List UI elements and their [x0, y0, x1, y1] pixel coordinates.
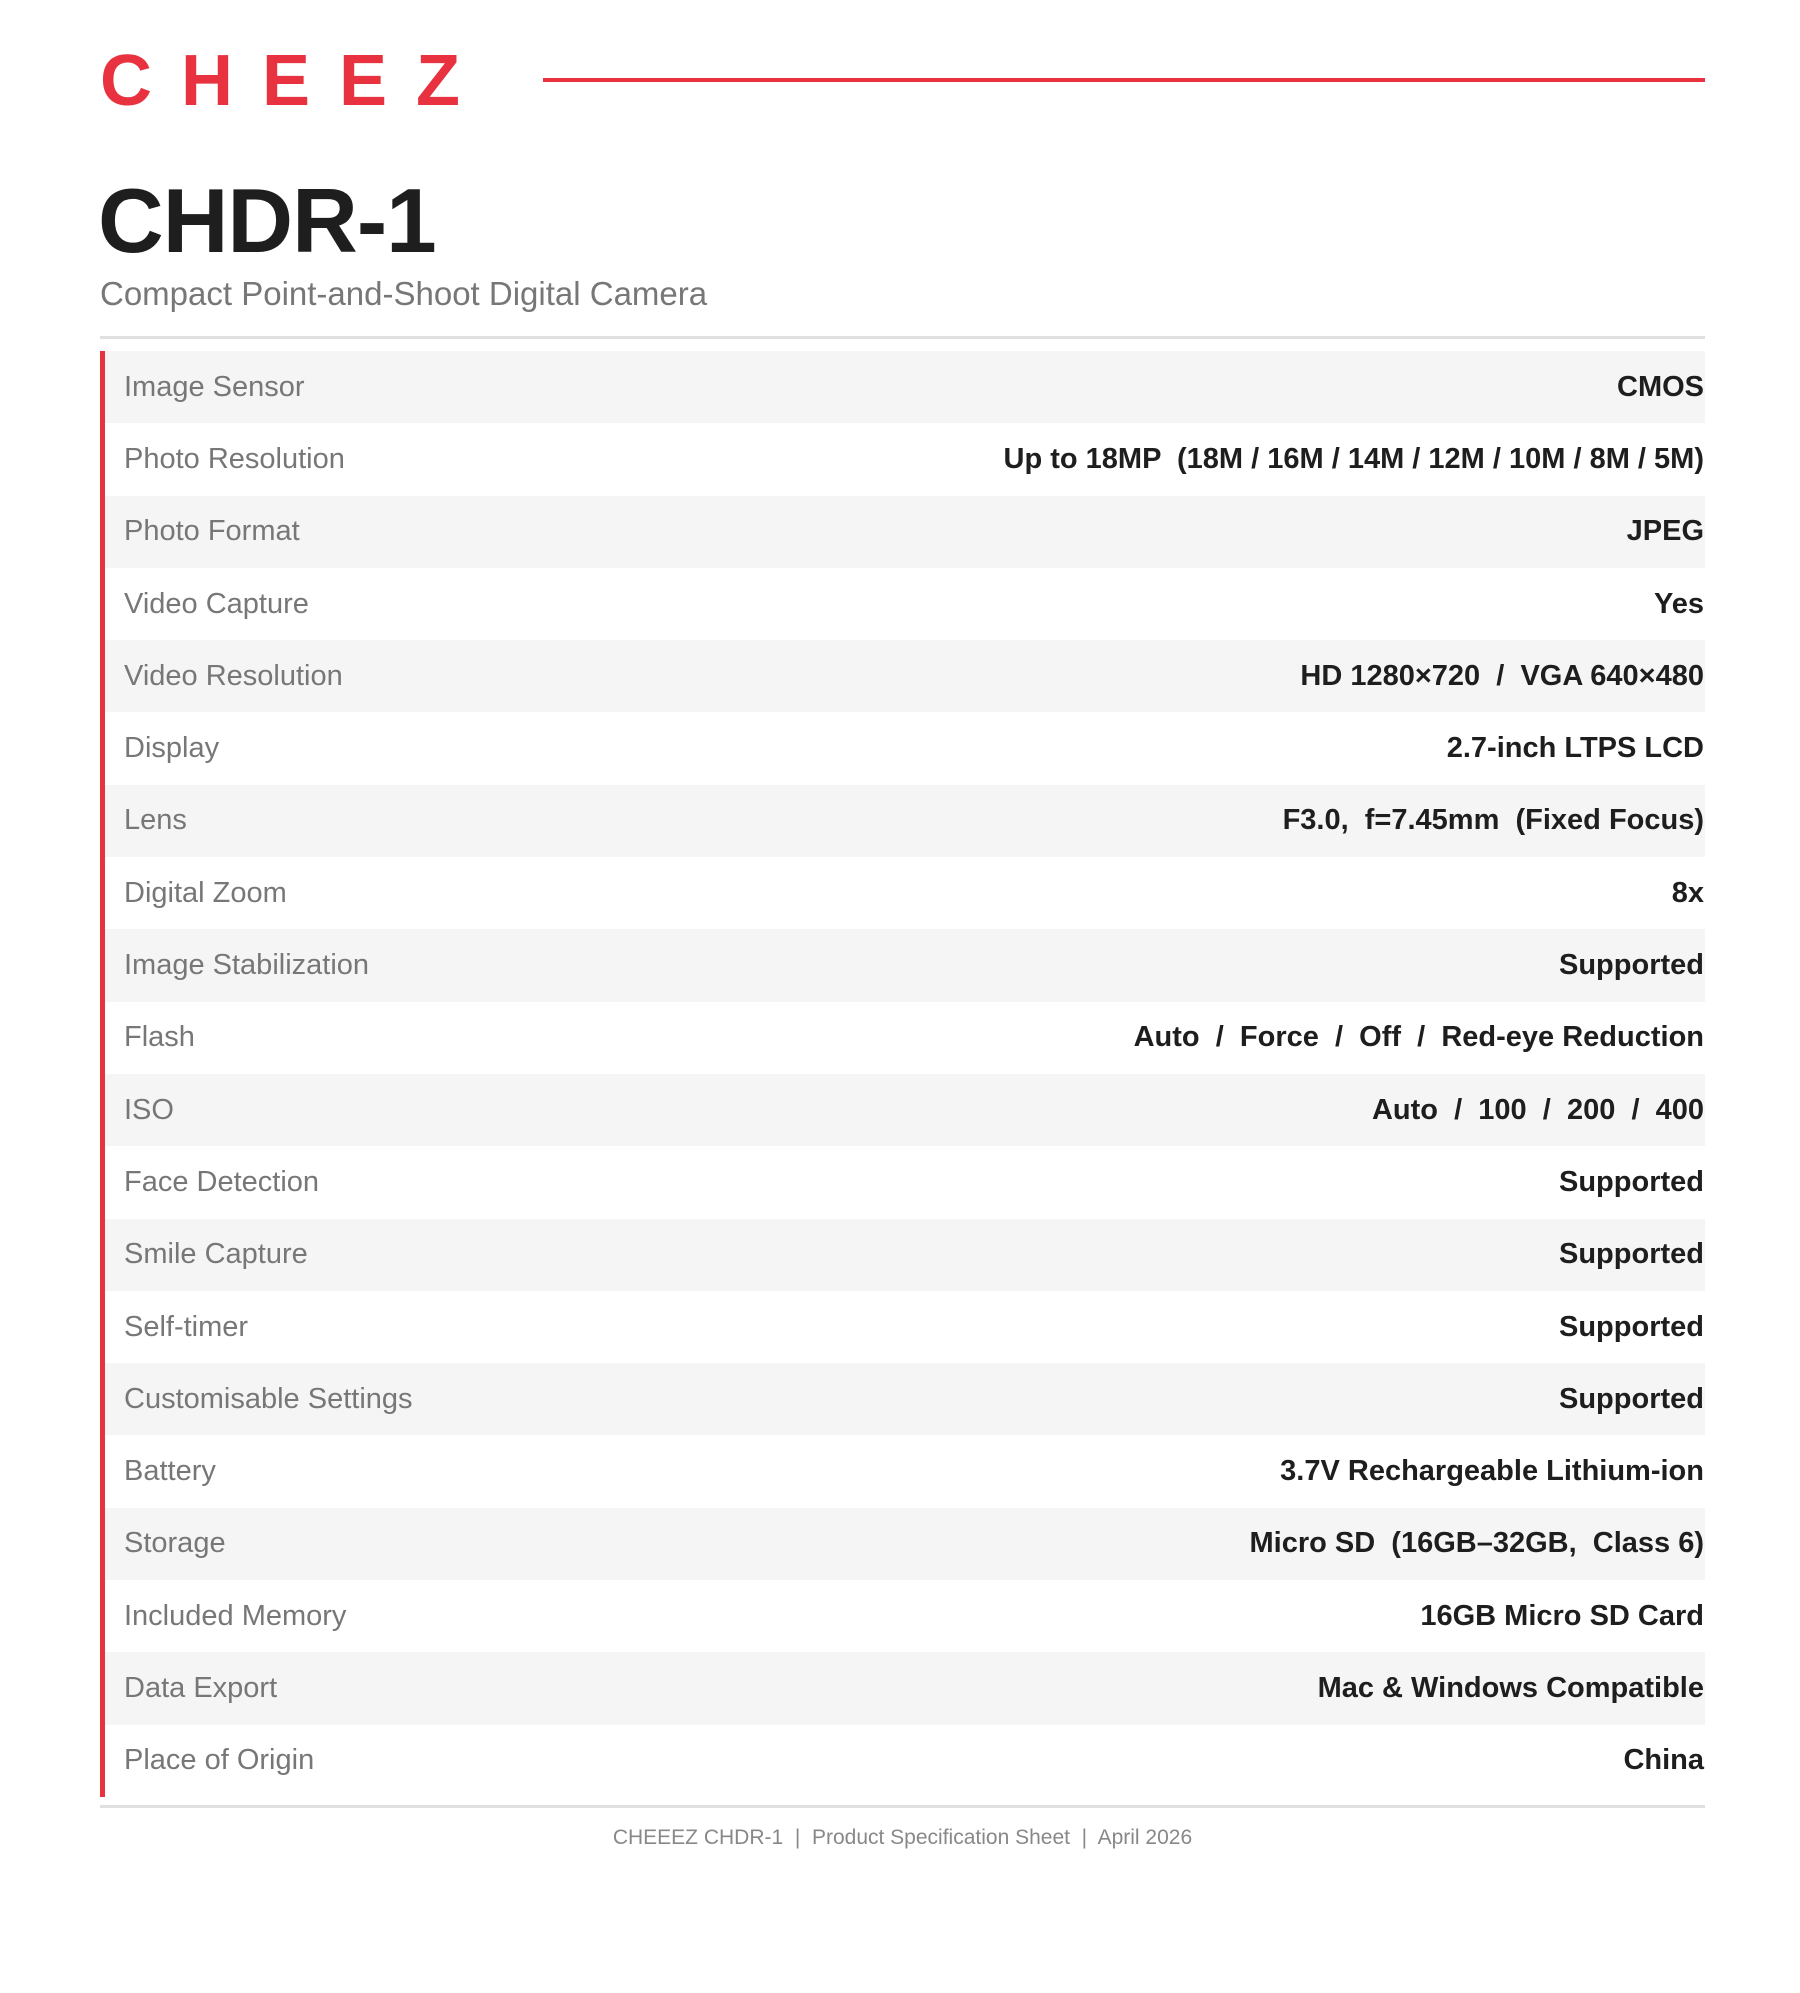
- spec-row: [100, 1363, 1705, 1435]
- spec-row: [100, 1508, 1705, 1580]
- spec-row: [100, 496, 1705, 568]
- spec-label: Included Memory: [124, 1599, 347, 1632]
- spec-row: [100, 712, 1705, 784]
- spec-label: Battery: [124, 1455, 216, 1488]
- spec-value: Up to 18MP (18M / 16M / 14M / 12M / 10M / 8M / 5M): [1003, 442, 1704, 475]
- spec-label: Face Detection: [124, 1165, 320, 1198]
- spec-row: [100, 1219, 1705, 1291]
- spec-row: [100, 568, 1705, 640]
- footer-text: CHEEEZ CHDR-1 | Product Specification Sheet | April 2026: [612, 1826, 1193, 1849]
- spec-row: [100, 1435, 1705, 1507]
- spec-label: Data Export: [124, 1671, 278, 1704]
- spec-value: 16GB Micro SD Card: [1420, 1599, 1704, 1632]
- spec-label: Video Capture: [124, 587, 309, 620]
- spec-value: F3.0, f=7.45mm (Fixed Focus): [1282, 804, 1704, 837]
- spec-row: [100, 351, 1705, 423]
- spec-label: Photo Resolution: [124, 442, 345, 475]
- spec-value: JPEG: [1626, 515, 1704, 548]
- spec-label: ISO: [124, 1093, 174, 1126]
- page-subtitle: Compact Point-and-Shoot Digital Camera: [100, 275, 708, 312]
- brand-logo: CHEEZ: [100, 41, 490, 121]
- spec-label: Lens: [124, 804, 187, 837]
- spec-table: [100, 351, 1705, 1797]
- spec-row: [100, 1146, 1705, 1218]
- spec-value: 3.7V Rechargeable Lithium-ion: [1280, 1455, 1704, 1488]
- spec-label: Smile Capture: [124, 1238, 308, 1271]
- spec-row: [100, 423, 1705, 495]
- spec-row: [100, 1725, 1705, 1797]
- spec-row: [100, 857, 1705, 929]
- spec-value: Micro SD (16GB–32GB, Class 6): [1249, 1527, 1704, 1560]
- spec-row: [100, 1580, 1705, 1652]
- spec-value: HD 1280×720 / VGA 640×480: [1300, 659, 1704, 692]
- header-rule: [543, 78, 1705, 82]
- spec-row: [100, 1002, 1705, 1074]
- spec-row: [100, 1652, 1705, 1724]
- spec-row: [100, 785, 1705, 857]
- spec-label: Digital Zoom: [124, 876, 287, 909]
- page-title: CHDR-1: [98, 171, 436, 272]
- spec-row: [100, 1291, 1705, 1363]
- spec-value: Auto / 100 / 200 / 400: [1371, 1093, 1704, 1126]
- spec-row: [100, 929, 1705, 1001]
- spec-label: Image Stabilization: [124, 949, 370, 982]
- spec-row: [100, 1074, 1705, 1146]
- spec-label: Flash: [124, 1021, 195, 1054]
- spec-value: CMOS: [1617, 370, 1704, 403]
- spec-value: Mac & Windows Compatible: [1317, 1671, 1704, 1704]
- spec-value: Supported: [1559, 1165, 1704, 1198]
- spec-value: Auto / Force / Off / Red-eye Reduction: [1133, 1021, 1704, 1054]
- spec-value: 8x: [1671, 876, 1704, 909]
- spec-value: Supported: [1559, 1382, 1704, 1415]
- spec-label: Place of Origin: [124, 1744, 315, 1777]
- spec-label: Image Sensor: [124, 370, 305, 403]
- spec-label: Storage: [124, 1527, 226, 1560]
- spec-label: Photo Format: [124, 515, 300, 548]
- header: [100, 41, 1705, 121]
- spec-label: Customisable Settings: [124, 1382, 413, 1415]
- spec-value: Supported: [1559, 1310, 1704, 1343]
- spec-value: Supported: [1559, 949, 1704, 982]
- spec-label: Self-timer: [124, 1310, 249, 1343]
- spec-row: [100, 640, 1705, 712]
- spec-value: China: [1623, 1744, 1704, 1777]
- spec-label: Display: [124, 732, 220, 765]
- divider-bottom: [100, 1805, 1705, 1808]
- spec-value: Yes: [1654, 587, 1704, 620]
- divider-top: [100, 336, 1705, 339]
- spec-label: Video Resolution: [124, 659, 343, 692]
- spec-value: Supported: [1559, 1238, 1704, 1271]
- spec-value: 2.7-inch LTPS LCD: [1446, 732, 1704, 765]
